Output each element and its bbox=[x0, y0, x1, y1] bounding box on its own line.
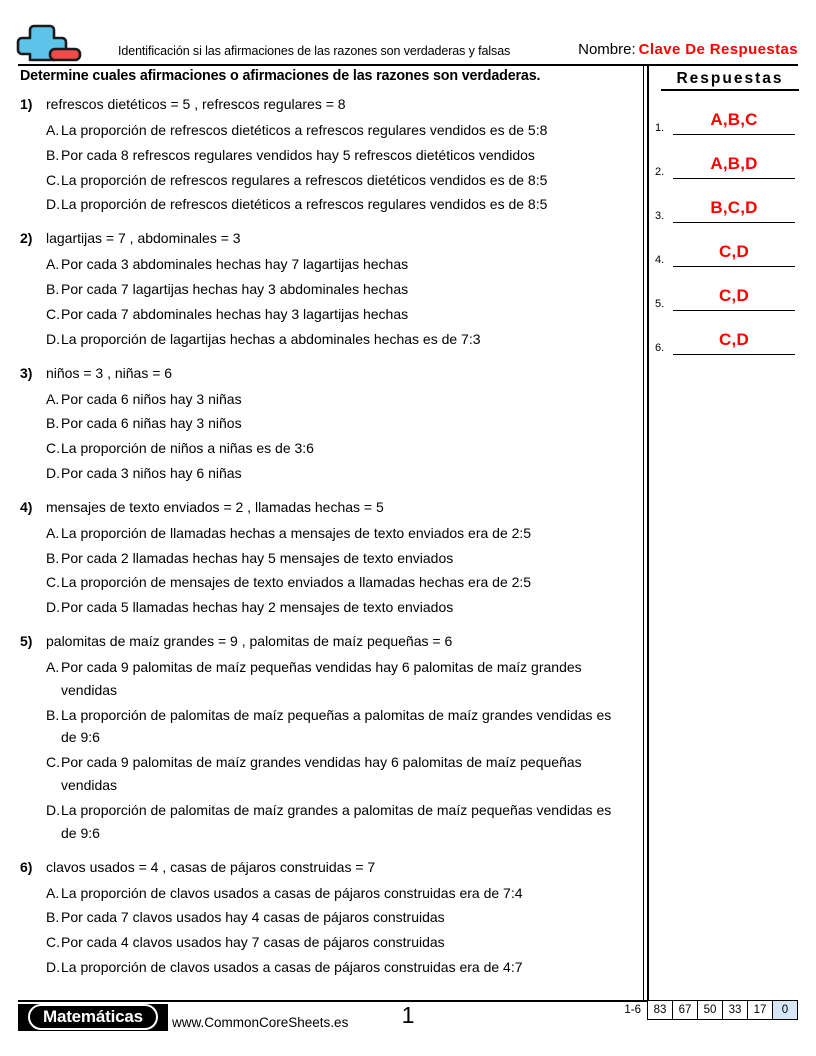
choice-letter: A. bbox=[46, 390, 60, 407]
choice-text: Por cada 7 abdominales hechas hay 3 lagartijas hechas bbox=[61, 305, 409, 322]
answer-value: C,D bbox=[719, 242, 749, 261]
score-cell: 33 bbox=[723, 1001, 748, 1019]
answer-row bbox=[655, 223, 805, 267]
choice-text: Por cada 3 abdominales hechas hay 7 lagartijas hechas bbox=[61, 256, 409, 273]
choice-letter: C. bbox=[46, 574, 60, 591]
answer-choice[interactable] bbox=[46, 931, 635, 954]
answer-choice[interactable] bbox=[46, 704, 635, 750]
answer-choice[interactable] bbox=[46, 571, 635, 594]
answer-choice[interactable] bbox=[46, 437, 635, 460]
answer-value: C,D bbox=[719, 330, 749, 349]
choice-text: La proporción de palomitas de maíz grandes a palomitas de maíz pequeñas vendidas es de 9:6 bbox=[61, 801, 612, 841]
question-stem bbox=[20, 230, 635, 246]
choice-letter: A. bbox=[46, 524, 60, 541]
score-cell: 17 bbox=[748, 1001, 773, 1019]
choice-letter: C. bbox=[46, 171, 60, 188]
question-block bbox=[20, 633, 635, 845]
answer-number: 4. bbox=[655, 254, 665, 266]
question-number: 5) bbox=[20, 633, 33, 649]
page-header bbox=[0, 0, 816, 64]
choice-letter: C. bbox=[46, 305, 60, 322]
choice-letter: A. bbox=[46, 659, 60, 675]
choice-letter: C. bbox=[46, 754, 60, 771]
score-cells bbox=[647, 1000, 798, 1020]
score-cell: 50 bbox=[698, 1001, 723, 1019]
choice-letter: B. bbox=[46, 415, 60, 432]
choice-letter: B. bbox=[46, 146, 60, 163]
answer-choice[interactable] bbox=[46, 412, 635, 435]
answer-blank[interactable] bbox=[673, 284, 795, 311]
answer-row bbox=[655, 91, 805, 135]
question-text: clavos usados = 4 , casas de pájaros construidas = 7 bbox=[46, 858, 376, 875]
choice-letter: C. bbox=[46, 934, 60, 951]
choice-letter: C. bbox=[46, 440, 60, 457]
answer-blank[interactable] bbox=[673, 152, 795, 179]
column-divider-inner bbox=[647, 66, 649, 1000]
question-text: niños = 3 , niñas = 6 bbox=[46, 364, 173, 381]
answer-choice[interactable] bbox=[46, 956, 635, 979]
answer-choice[interactable] bbox=[46, 462, 635, 485]
answer-choice[interactable] bbox=[46, 169, 635, 192]
answer-row bbox=[655, 267, 805, 311]
score-table bbox=[624, 1000, 798, 1020]
page-number: 1 bbox=[401, 1002, 415, 1028]
question-block bbox=[20, 859, 635, 979]
score-range-label: 1-6 bbox=[624, 1004, 641, 1016]
choice-text: La proporción de refrescos dietéticos a refrescos regulares vendidos es de 5:8 bbox=[61, 122, 548, 138]
choice-text: Por cada 8 refrescos regulares vendidos hay 5 refrescos dietéticos vendidos bbox=[61, 146, 535, 163]
question-block bbox=[20, 96, 635, 216]
question-stem bbox=[20, 96, 635, 112]
answer-choice[interactable] bbox=[46, 522, 635, 545]
choice-text: La proporción de refrescos dietéticos a refrescos regulares vendidos es de 8:5 bbox=[61, 196, 548, 213]
answer-choice[interactable] bbox=[46, 596, 635, 619]
choice-text: Por cada 6 niñas hay 3 niños bbox=[61, 415, 242, 432]
name-block bbox=[578, 41, 798, 58]
answer-blank[interactable] bbox=[673, 108, 795, 135]
question-text: mensajes de texto enviados = 2 , llamadas hechas = 5 bbox=[46, 498, 384, 515]
answer-choice[interactable] bbox=[46, 547, 635, 570]
answer-number: 6. bbox=[655, 342, 665, 354]
choice-text: La proporción de niños a niñas es de 3:6 bbox=[61, 440, 314, 457]
choice-letter: B. bbox=[46, 706, 60, 723]
choice-text: Por cada 4 clavos usados hay 7 casas de pájaros construidas bbox=[61, 934, 445, 951]
choice-letter: B. bbox=[46, 909, 60, 926]
choice-text: Por cada 3 niños hay 6 niñas bbox=[61, 464, 242, 481]
question-text: palomitas de maíz grandes = 9 , palomitas de maíz pequeñas = 6 bbox=[46, 633, 453, 649]
answer-choice[interactable] bbox=[46, 882, 635, 905]
choice-text: Por cada 9 palomitas de maíz grandes vendidas hay 6 palomitas de maíz pequeñas vendidas bbox=[61, 754, 582, 794]
choice-text: Por cada 6 niños hay 3 niñas bbox=[61, 390, 242, 407]
choice-letter: D. bbox=[46, 330, 60, 347]
instructions-text: Determine cuales afirmaciones o afirmaciones de las razones son verdaderas. bbox=[20, 68, 541, 84]
question-text: refrescos dietéticos = 5 , refrescos regulares = 8 bbox=[46, 96, 346, 112]
answer-choice[interactable] bbox=[46, 278, 635, 301]
choice-letter: D. bbox=[46, 196, 60, 213]
answer-number: 1. bbox=[655, 122, 665, 134]
answer-value: C,D bbox=[719, 286, 749, 305]
answer-value: A,B,D bbox=[710, 154, 758, 173]
answer-choice[interactable] bbox=[46, 144, 635, 167]
site-url: www.CommonCoreSheets.es bbox=[172, 1015, 349, 1030]
question-stem bbox=[20, 633, 635, 649]
choice-letter: A. bbox=[46, 122, 60, 138]
choice-text: Por cada 2 llamadas hechas hay 5 mensajes de texto enviados bbox=[61, 549, 454, 566]
answer-blank[interactable] bbox=[673, 196, 795, 223]
plus-minus-logo-icon bbox=[14, 24, 86, 64]
choice-text: La proporción de clavos usados a casas de pájaros construidas era de 4:7 bbox=[61, 958, 523, 975]
question-number: 4) bbox=[20, 498, 33, 515]
answer-choice[interactable] bbox=[46, 328, 635, 351]
answer-row bbox=[655, 311, 805, 355]
choice-text: La proporción de clavos usados a casas de pájaros construidas era de 7:4 bbox=[61, 884, 523, 901]
question-block bbox=[20, 365, 635, 485]
choice-letter: D. bbox=[46, 958, 60, 975]
questions-list bbox=[20, 96, 635, 1000]
answer-blank[interactable] bbox=[673, 328, 795, 355]
question-number: 6) bbox=[20, 858, 33, 875]
answer-choice[interactable] bbox=[46, 656, 635, 702]
choice-letter: D. bbox=[46, 801, 60, 818]
choice-text: Por cada 5 llamadas hechas hay 2 mensajes de texto enviados bbox=[61, 599, 454, 616]
header-divider bbox=[18, 64, 798, 66]
question-number: 1) bbox=[20, 96, 33, 112]
column-divider-outer bbox=[643, 66, 644, 1000]
answer-choice[interactable] bbox=[46, 193, 635, 216]
answer-value: A,B,C bbox=[710, 110, 758, 129]
question-text: lagartijas = 7 , abdominales = 3 bbox=[46, 230, 241, 247]
answer-choice[interactable] bbox=[46, 119, 635, 142]
question-stem bbox=[20, 365, 635, 381]
answer-choice[interactable] bbox=[46, 751, 635, 797]
choice-text: La proporción de refrescos regulares a refrescos dietéticos vendidos es de 8:5 bbox=[61, 171, 548, 188]
choice-letter: D. bbox=[46, 599, 60, 616]
choice-letter: B. bbox=[46, 549, 60, 566]
choice-text: Por cada 7 lagartijas hechas hay 3 abdominales hechas bbox=[61, 281, 409, 298]
answer-choice[interactable] bbox=[46, 253, 635, 276]
name-label: Nombre: bbox=[578, 41, 636, 58]
answer-number: 2. bbox=[655, 166, 665, 178]
choice-text: Por cada 7 clavos usados hay 4 casas de pájaros construidas bbox=[61, 909, 445, 926]
choice-text: La proporción de lagartijas hechas a abdominales hechas es de 7:3 bbox=[61, 330, 481, 347]
answers-heading: Respuestas bbox=[661, 70, 799, 91]
answer-number: 5. bbox=[655, 298, 665, 310]
question-stem bbox=[20, 499, 635, 515]
choice-text: La proporción de llamadas hechas a mensajes de texto enviados era de 2:5 bbox=[61, 524, 532, 541]
choice-letter: B. bbox=[46, 281, 60, 298]
answer-value: B,C,D bbox=[710, 198, 758, 217]
score-cell: 83 bbox=[648, 1001, 673, 1019]
answer-choice[interactable] bbox=[46, 388, 635, 411]
worksheet-title: Identificación si las afirmaciones de las razones son verdaderas y falsas bbox=[118, 44, 511, 58]
choice-text: La proporción de palomitas de maíz pequeñas a palomitas de maíz grandes vendidas es de 9:6 bbox=[61, 706, 612, 746]
choice-letter: A. bbox=[46, 256, 60, 273]
answers-panel bbox=[655, 70, 805, 355]
answer-blank[interactable] bbox=[673, 240, 795, 267]
choice-letter: D. bbox=[46, 464, 60, 481]
answer-choice[interactable] bbox=[46, 906, 635, 929]
choice-letter: A. bbox=[46, 884, 60, 901]
choice-text: Por cada 9 palomitas de maíz pequeñas vendidas hay 6 palomitas de maíz grandes vendidas bbox=[61, 659, 582, 698]
score-cell: 0 bbox=[773, 1001, 797, 1019]
answer-row bbox=[655, 135, 805, 179]
question-number: 3) bbox=[20, 364, 33, 381]
answer-row bbox=[655, 179, 805, 223]
answer-choice[interactable] bbox=[46, 799, 635, 845]
name-value: Clave De Respuestas bbox=[638, 41, 798, 58]
choice-text: La proporción de mensajes de texto enviados a llamadas hechas era de 2:5 bbox=[61, 574, 532, 591]
answer-choice[interactable] bbox=[46, 303, 635, 326]
question-block bbox=[20, 499, 635, 619]
answer-number: 3. bbox=[655, 210, 665, 222]
question-stem bbox=[20, 859, 635, 875]
score-cell: 67 bbox=[673, 1001, 698, 1019]
question-number: 2) bbox=[20, 230, 33, 247]
question-block bbox=[20, 230, 635, 350]
subject-label: Matemáticas bbox=[28, 1004, 158, 1030]
